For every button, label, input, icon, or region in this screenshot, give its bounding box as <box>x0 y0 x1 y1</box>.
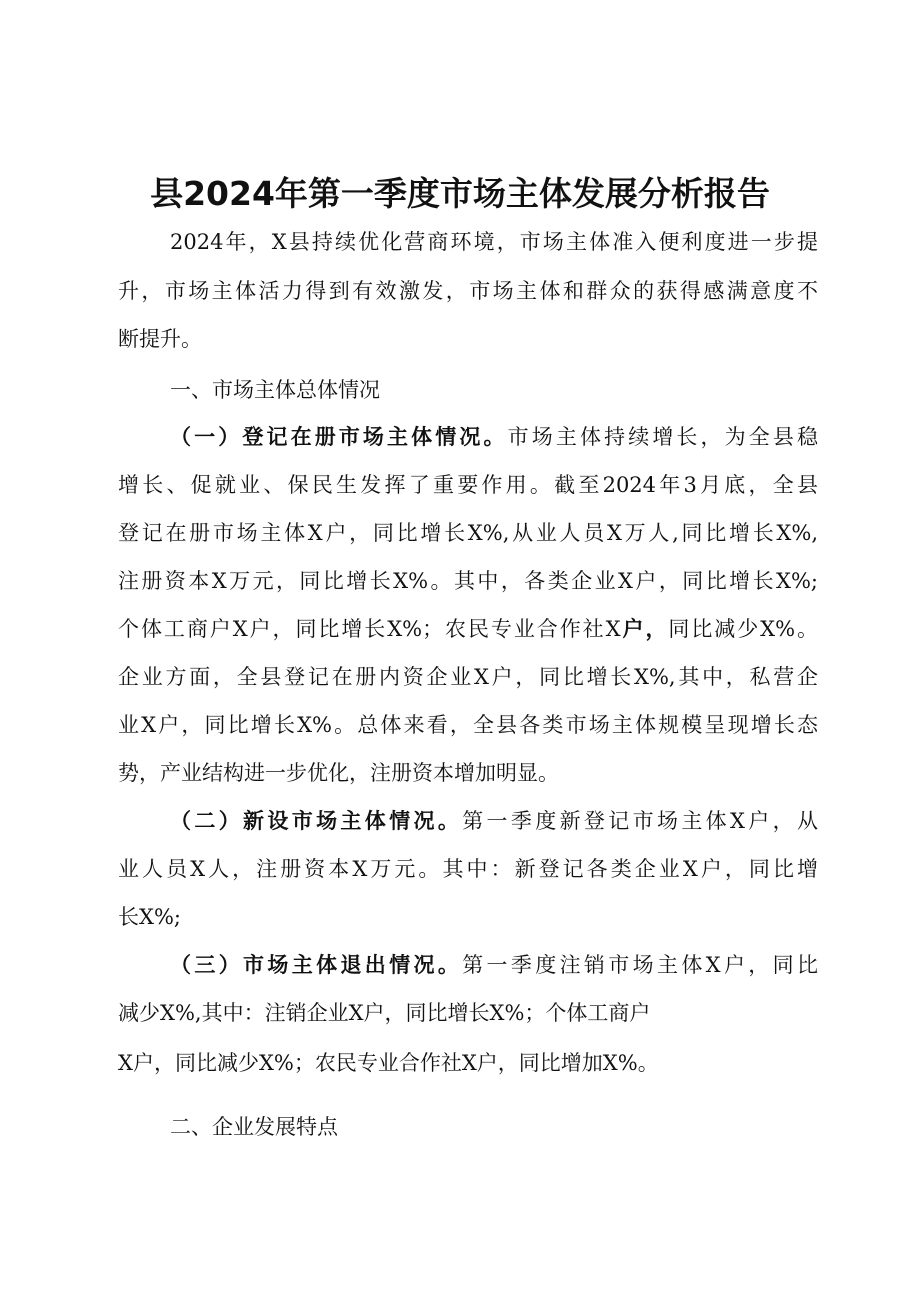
sub2-line-3: 长X%; <box>118 905 181 929</box>
sub2-line-2: 业人员X人，注册资本X万元。其中：新登记各类企业X户，同比增 <box>118 857 818 881</box>
section-heading-1: 一、市场主体总体情况 <box>170 378 380 402</box>
sub1-line-3: 登记在册市场主体X户，同比增长X%,从业人员X万人,同比增长X%, <box>118 521 818 545</box>
sub2-label: （二）新设市场主体情况。 <box>170 809 463 833</box>
sub1-line-2: 增长、促就业、保民生发挥了重要作用。截至2024年3月底，全县 <box>118 473 818 497</box>
sub2-line-1 <box>170 804 818 838</box>
document-title: 县2024年第一季度市场主体发展分析报告 <box>150 174 770 213</box>
sub1-line-5c: 同比减少X%。 <box>668 617 819 641</box>
sub1-line-8: 势，产业结构进一步优化，注册资本增加明显。 <box>118 761 559 785</box>
sub3-line-3: X户，同比减少X%；农民专业合作社X户，同比增加X%。 <box>118 1051 659 1075</box>
sub1-line-5a: 个体工商户X户，同比增长X%；农民专业合作社X <box>118 617 621 641</box>
sub1-line-1-text: 市场主体持续增长，为全县稳 <box>507 425 819 449</box>
sub3-line-2: 减少X%,其中：注销企业X户，同比增长X%；个体工商户 <box>118 1001 651 1025</box>
sub3-line-1 <box>170 948 818 982</box>
intro-line-3: 断提升。 <box>118 327 202 351</box>
sub2-line-1-text: 第一季度新登记市场主体X户，从 <box>462 809 819 833</box>
sub3-label: （三）市场主体退出情况。 <box>170 953 463 977</box>
sub3-line-1-text: 第一季度注销市场主体X户，同比 <box>462 953 819 977</box>
sub1-line-4: 注册资本X万元，同比增长X%。其中，各类企业X户，同比增长X%; <box>118 569 818 593</box>
intro-line-1: 2024年，X县持续优化营商环境，市场主体准入便利度进一步提 <box>170 230 818 254</box>
sub1-line-5b: 户， <box>620 617 669 641</box>
sub1-label: （一）登记在册市场主体情况。 <box>170 425 508 449</box>
sub1-line-7: 业X户，同比增长X%。总体来看，全县各类市场主体规模呈现增长态 <box>118 713 818 737</box>
sub1-line-6: 企业方面，全县登记在册内资企业X户，同比增长X%,其中，私营企 <box>118 665 818 689</box>
sub1-line-1 <box>170 420 818 454</box>
sub1-line-5 <box>118 612 818 646</box>
section-heading-2: 二、企业发展特点 <box>170 1115 338 1139</box>
intro-line-2: 升，市场主体活力得到有效激发，市场主体和群众的获得感满意度不 <box>118 279 818 303</box>
